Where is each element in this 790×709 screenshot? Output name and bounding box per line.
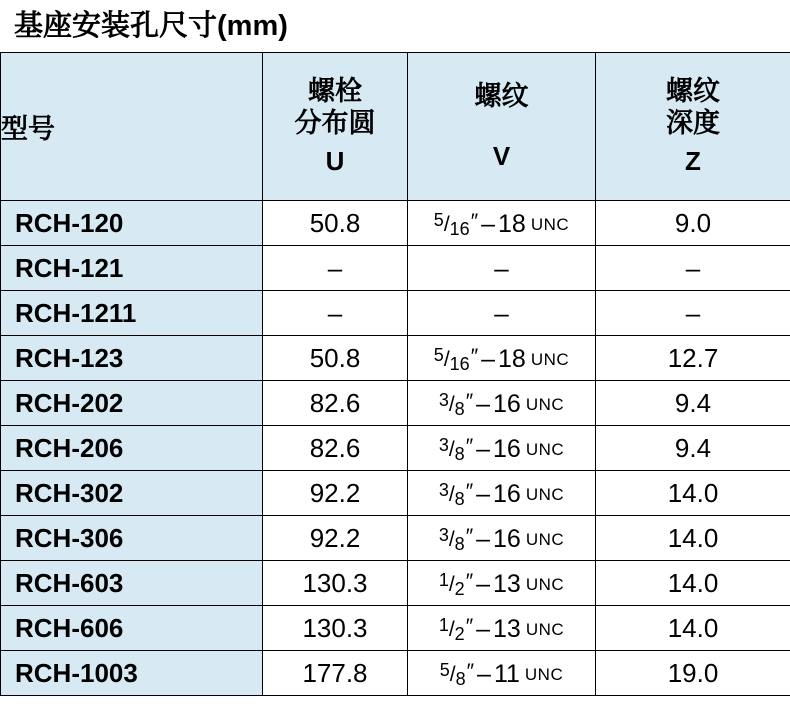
cell-thread xyxy=(408,471,596,516)
thread-standard: UNC xyxy=(530,349,570,369)
thread-standard: UNC xyxy=(525,574,565,594)
inch-mark: ″ xyxy=(465,569,474,593)
cell-bolt-circle: 130.3 xyxy=(263,561,408,606)
thread-fraction: 3 / 8 xyxy=(438,480,465,509)
mounting-hole-dimensions-table xyxy=(0,52,790,696)
cell-bolt-circle: – xyxy=(263,246,408,291)
thread-fraction: 1 / 2 xyxy=(438,570,465,599)
cell-thread xyxy=(408,291,596,336)
cell-thread-depth: – xyxy=(596,246,790,291)
cell-thread xyxy=(408,651,596,696)
cell-model: RCH-1003 xyxy=(1,651,263,696)
inch-mark: ″ xyxy=(470,344,479,368)
thread-fraction: 5 / 16 xyxy=(433,210,470,239)
cell-thread-depth: – xyxy=(596,291,790,336)
cell-thread xyxy=(408,246,596,291)
cell-thread-depth: 14.0 xyxy=(596,516,790,561)
inch-mark: ″ xyxy=(470,209,479,233)
column-header-thread-symbol: V xyxy=(492,141,511,172)
thread-standard: UNC xyxy=(525,394,565,414)
column-header-thread xyxy=(408,53,596,201)
table-row xyxy=(1,561,790,606)
thread-dash: – xyxy=(477,660,491,688)
column-header-thread-depth xyxy=(596,53,790,201)
cell-model: RCH-121 xyxy=(1,246,263,291)
cell-model: RCH-123 xyxy=(1,336,263,381)
thread-dash: – xyxy=(476,615,491,643)
table-row xyxy=(1,201,790,246)
column-header-model xyxy=(1,53,263,201)
thread-dash: – xyxy=(476,390,491,418)
thread-pitch: 16 xyxy=(493,435,521,463)
thread-standard: UNC xyxy=(525,619,565,639)
thread-spec xyxy=(439,525,564,554)
cell-model: RCH-120 xyxy=(1,201,263,246)
thread-spec xyxy=(439,570,564,599)
column-header-model-label: 型号 xyxy=(1,114,55,144)
cell-thread-depth: 9.0 xyxy=(596,201,790,246)
thread-dash: – xyxy=(476,435,491,463)
thread-dash: – xyxy=(476,480,491,508)
thread-pitch: 18 xyxy=(498,345,526,373)
cell-model: RCH-302 xyxy=(1,471,263,516)
inch-mark: ″ xyxy=(465,389,474,413)
cell-thread-depth: 14.0 xyxy=(596,606,790,651)
cell-model: RCH-603 xyxy=(1,561,263,606)
table-header-row xyxy=(1,53,790,201)
thread-standard: UNC xyxy=(530,214,570,234)
cell-bolt-circle: 177.8 xyxy=(263,651,408,696)
cell-bolt-circle: 130.3 xyxy=(263,606,408,651)
cell-thread xyxy=(408,336,596,381)
column-header-bolt-circle-line1: 螺栓 xyxy=(308,76,362,107)
table-row xyxy=(1,246,790,291)
cell-thread-depth: 12.7 xyxy=(596,336,790,381)
thread-fraction: 3 / 8 xyxy=(438,390,465,419)
thread-spec xyxy=(439,480,564,509)
cell-thread-depth: 9.4 xyxy=(596,381,790,426)
column-header-bolt-circle-line2: 分布圆 xyxy=(294,108,376,139)
thread-dash: – xyxy=(481,345,496,373)
thread-pitch: 16 xyxy=(493,390,521,418)
column-header-thread-line1: 螺纹 xyxy=(474,81,529,112)
thread-standard: UNC xyxy=(524,664,564,684)
thread-spec xyxy=(440,660,564,689)
thread-spec xyxy=(439,615,564,644)
inch-mark: ″ xyxy=(465,434,474,458)
cell-bolt-circle: – xyxy=(263,291,408,336)
thread-empty: – xyxy=(494,297,509,328)
table-row xyxy=(1,381,790,426)
cell-thread-depth: 14.0 xyxy=(596,471,790,516)
inch-mark: ″ xyxy=(465,524,474,548)
thread-fraction: 5 / 16 xyxy=(433,345,470,374)
cell-model: RCH-206 xyxy=(1,426,263,471)
thread-dash: – xyxy=(481,210,496,238)
cell-bolt-circle: 50.8 xyxy=(263,201,408,246)
thread-pitch: 13 xyxy=(493,615,521,643)
cell-thread-depth: 19.0 xyxy=(596,651,790,696)
thread-dash: – xyxy=(476,570,491,598)
thread-spec xyxy=(439,435,564,464)
thread-fraction: 3 / 8 xyxy=(438,525,465,554)
cell-model: RCH-606 xyxy=(1,606,263,651)
inch-mark: ″ xyxy=(466,659,475,683)
page-title: 基座安装孔尺寸(mm) xyxy=(14,9,288,42)
thread-empty: – xyxy=(494,252,509,283)
thread-fraction: 1 / 2 xyxy=(438,615,465,644)
column-header-thread-depth-line2: 深度 xyxy=(666,108,720,139)
cell-thread xyxy=(408,201,596,246)
thread-spec xyxy=(434,345,569,374)
table-row xyxy=(1,516,790,561)
cell-model: RCH-306 xyxy=(1,516,263,561)
thread-dash: – xyxy=(476,525,491,553)
thread-standard: UNC xyxy=(525,484,565,504)
table-row xyxy=(1,471,790,516)
cell-model: RCH-202 xyxy=(1,381,263,426)
page-title-bar xyxy=(0,0,790,52)
thread-pitch: 11 xyxy=(493,660,520,688)
table-row xyxy=(1,336,790,381)
table-row xyxy=(1,426,790,471)
table-body xyxy=(1,201,790,696)
inch-mark: ″ xyxy=(465,479,474,503)
cell-bolt-circle: 92.2 xyxy=(263,471,408,516)
cell-thread xyxy=(408,516,596,561)
thread-standard: UNC xyxy=(525,439,565,459)
column-header-bolt-circle xyxy=(263,53,408,201)
thread-fraction: 3 / 8 xyxy=(438,435,465,464)
column-header-thread-depth-line1: 螺纹 xyxy=(666,76,720,107)
cell-thread xyxy=(408,606,596,651)
cell-thread xyxy=(408,426,596,471)
table-row xyxy=(1,291,790,336)
table-row xyxy=(1,606,790,651)
column-header-thread-depth-symbol: Z xyxy=(685,146,701,177)
column-header-bolt-circle-symbol: U xyxy=(325,146,345,177)
cell-model: RCH-1211 xyxy=(1,291,263,336)
cell-bolt-circle: 50.8 xyxy=(263,336,408,381)
thread-pitch: 18 xyxy=(498,210,526,238)
table-header xyxy=(1,53,790,201)
thread-standard: UNC xyxy=(525,529,565,549)
table-row xyxy=(1,651,790,696)
thread-pitch: 13 xyxy=(493,570,521,598)
cell-bolt-circle: 92.2 xyxy=(263,516,408,561)
thread-spec xyxy=(439,390,564,419)
inch-mark: ″ xyxy=(465,614,474,638)
thread-spec xyxy=(434,210,569,239)
thread-fraction: 5 / 8 xyxy=(439,660,466,689)
cell-thread-depth: 9.4 xyxy=(596,426,790,471)
cell-bolt-circle: 82.6 xyxy=(263,381,408,426)
cell-thread xyxy=(408,561,596,606)
cell-thread xyxy=(408,381,596,426)
cell-thread-depth: 14.0 xyxy=(596,561,790,606)
cell-bolt-circle: 82.6 xyxy=(263,426,408,471)
thread-pitch: 16 xyxy=(493,525,521,553)
thread-pitch: 16 xyxy=(493,480,521,508)
